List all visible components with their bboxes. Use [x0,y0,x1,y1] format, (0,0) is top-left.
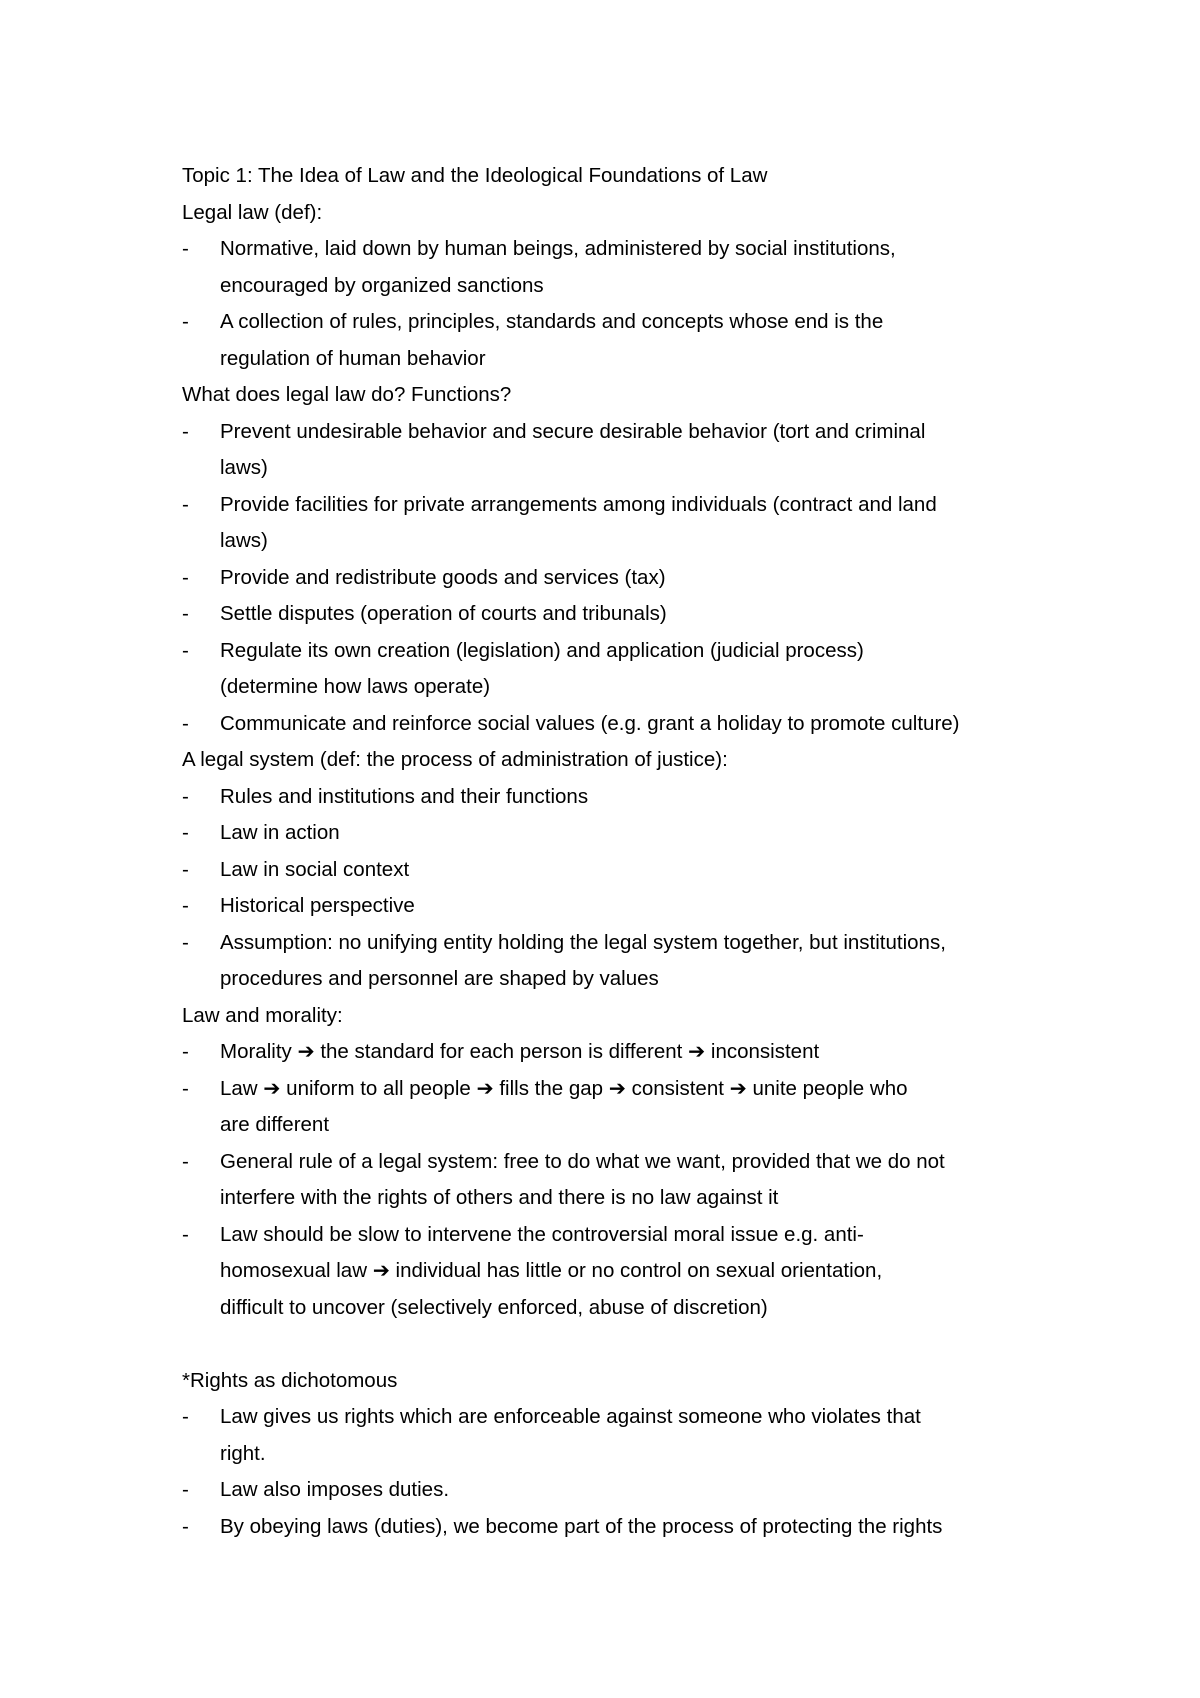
list-item [182,1399,1062,1472]
list-item-text: interfere with the rights of others and there is no law against it [220,1186,779,1209]
bullet-dash: - [182,1222,189,1246]
list-item [182,560,1062,597]
bullet-dash: - [182,1478,189,1501]
section-heading: What does legal law do? Functions? [182,383,512,406]
bullet-dash: - [182,419,189,443]
list-item [182,925,1062,998]
list-item-text: Prevent undesirable behavior and secure desirable behavior (tort and criminal [220,419,926,443]
bullet-dash: - [182,1149,189,1173]
list-item [182,414,1062,487]
list-item [182,596,1062,633]
list-item-text: Provide facilities for private arrangements among individuals (contract and land [220,492,937,516]
document-page [182,158,1062,1545]
bullet-dash: - [182,237,189,260]
document-body [182,195,1062,1546]
list-item-text: Law also imposes duties. [220,1478,450,1501]
list-item [182,231,1062,304]
list-item [182,779,1062,816]
list-item-text: laws) [220,529,268,552]
section-heading: Legal law (def): [182,200,323,224]
list-item-text: Regulate its own creation (legislation) and application (judicial process) [220,638,864,662]
bullet-dash: - [182,1405,189,1428]
list-item-text: Law should be slow to intervene the controversial moral issue e.g. anti- [220,1222,864,1246]
list-item-text: General rule of a legal system: free to do what we want, provided that we do not [220,1149,945,1173]
bullet-dash: - [182,638,189,662]
list-item-text: regulation of human behavior [220,346,486,370]
bullet-dash: - [182,711,189,735]
list-item [182,1217,1062,1327]
bullet-dash: - [182,492,189,516]
section-heading: A legal system (def: the process of administration of justice): [182,748,728,771]
list-item-text: Law gives us rights which are enforceable against someone who violates that [220,1405,921,1428]
bullet-dash: - [182,602,189,625]
list-item-text: Normative, laid down by human beings, administered by social institutions, [220,237,896,260]
list-item-text: By obeying laws (duties), we become part of the process of protecting the rights [220,1514,943,1538]
list-item [182,633,1062,706]
list-item-text: Provide and redistribute goods and services (tax) [220,565,666,589]
document-title: Topic 1: The Idea of Law and the Ideological Foundations of Law [182,164,768,187]
bullet-dash: - [182,894,189,917]
bullet-dash: - [182,310,189,333]
list-item [182,1144,1062,1217]
list-item [182,1071,1062,1144]
list-item-text: Morality ➔ the standard for each person is different ➔ inconsistent [220,1040,820,1063]
list-item-text: laws) [220,456,268,479]
list-item [182,1472,1062,1509]
list-item-text: encouraged by organized sanctions [220,273,544,297]
section-heading: Law and morality: [182,1003,343,1027]
list-item [182,1509,1062,1546]
list-item-text: Law in social context [220,857,410,881]
list-item [182,1034,1062,1071]
list-item-text: right. [220,1441,266,1465]
list-item-text: Historical perspective [220,894,415,917]
bullet-dash: - [182,857,189,881]
list-item [182,304,1062,377]
blank-line [182,1326,1062,1363]
list-item-text: Communicate and reinforce social values (e.g. grant a holiday to promote culture) [220,711,960,735]
list-item-text: Settle disputes (operation of courts and tribunals) [220,602,667,625]
list-item-text: Rules and institutions and their functions [220,784,589,808]
section-heading: *Rights as dichotomous [182,1368,398,1392]
bullet-dash: - [182,1040,189,1063]
list-item-text: are different [220,1113,330,1136]
list-item-text: procedures and personnel are shaped by values [220,967,659,990]
list-item-text: Law in action [220,821,340,844]
list-item [182,815,1062,852]
bullet-dash: - [182,930,189,954]
list-item-text: homosexual law ➔ individual has little or no control on sexual orientation, [220,1259,883,1282]
list-item-text: (determine how laws operate) [220,675,491,698]
list-item-text: difficult to uncover (selectively enforced, abuse of discretion) [220,1295,768,1319]
list-item [182,852,1062,889]
list-item [182,706,1062,743]
bullet-dash: - [182,821,189,844]
list-item-text: A collection of rules, principles, standards and concepts whose end is the [220,310,884,333]
bullet-dash: - [182,565,189,589]
list-item [182,888,1062,925]
list-item-text: Assumption: no unifying entity holding the legal system together, but institutions, [220,930,946,954]
bullet-dash: - [182,784,189,808]
list-item-text: Law ➔ uniform to all people ➔ fills the gap ➔ consistent ➔ unite people who [220,1076,908,1100]
bullet-dash: - [182,1514,189,1538]
bullet-dash: - [182,1076,189,1100]
list-item [182,487,1062,560]
